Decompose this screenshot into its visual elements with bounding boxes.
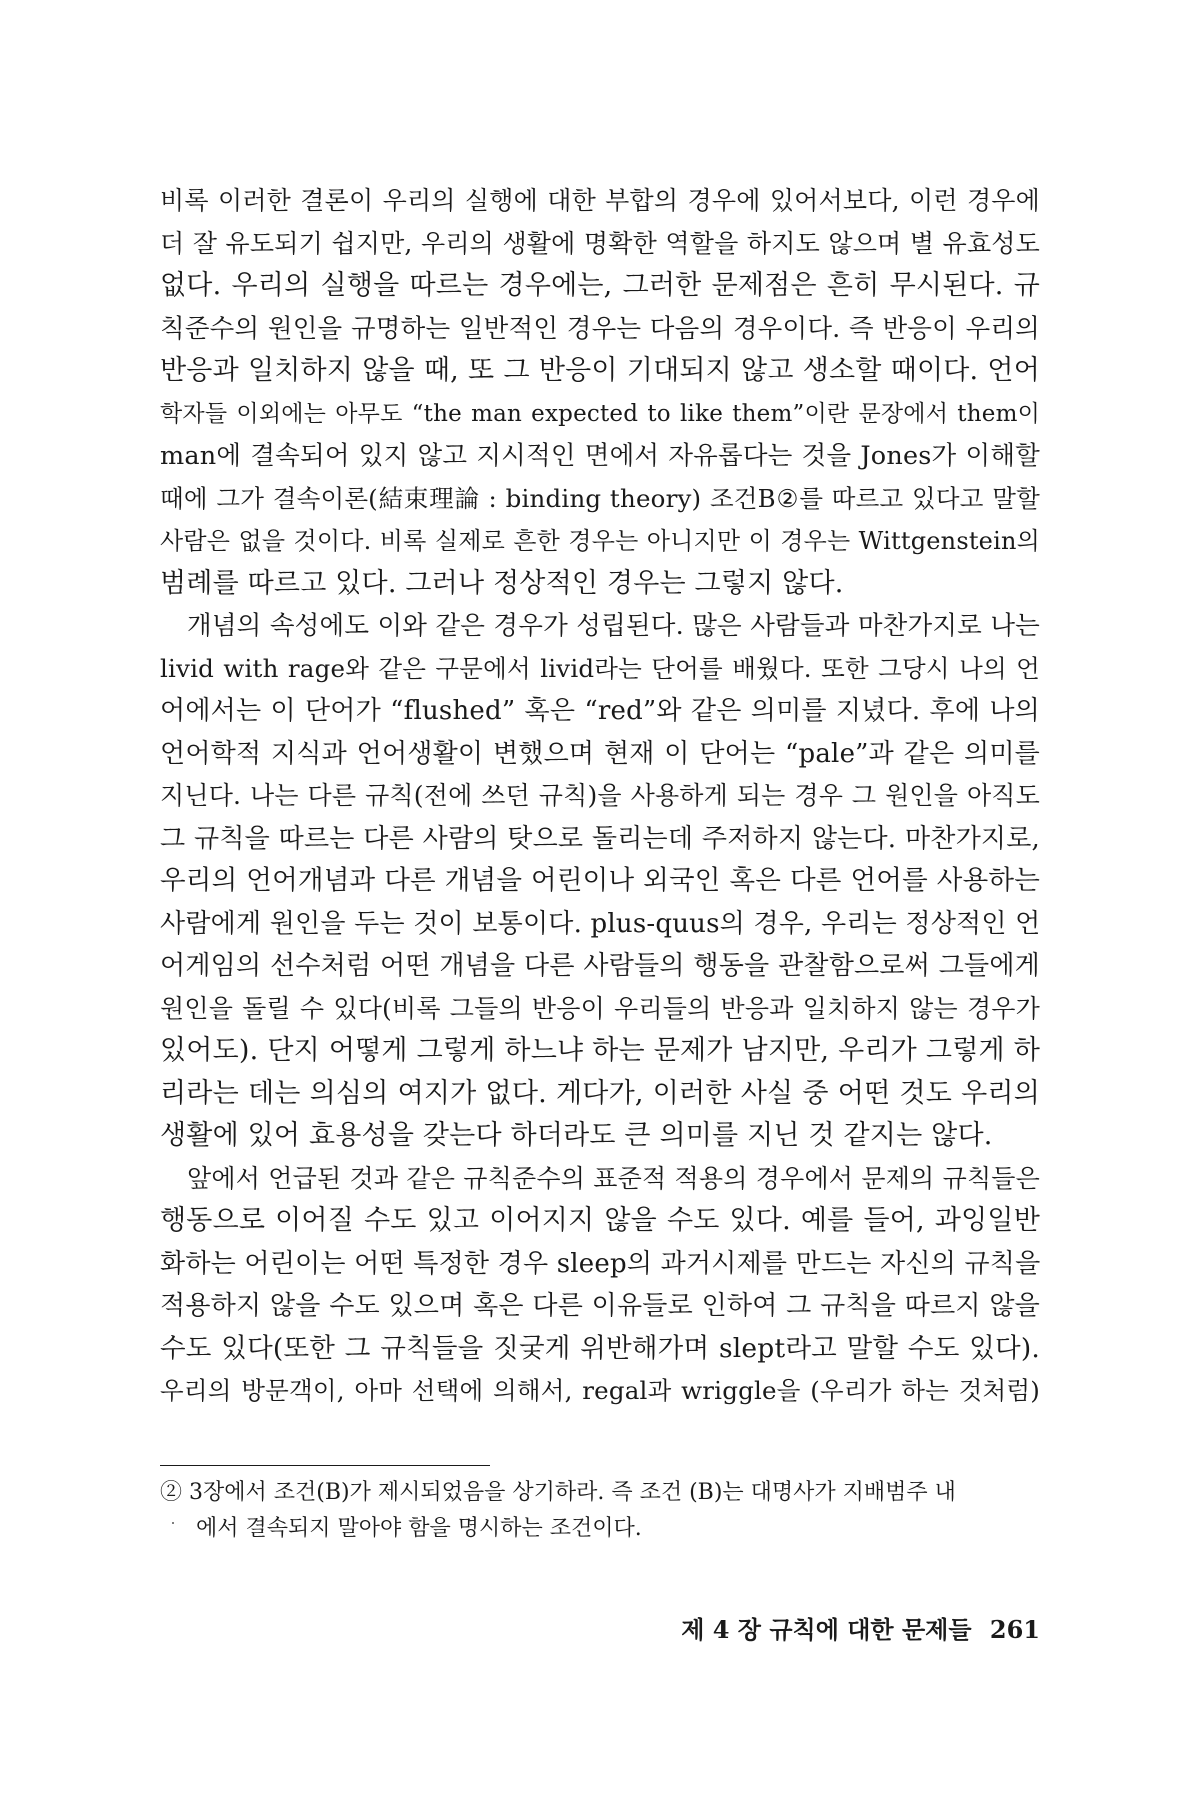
text-line: 칙준수의 원인을 규명하는 일반적인 경우는 다음의 경우이다. 즉 반응이 우리의 [160, 313, 1040, 344]
text-line: man에 결속되어 있지 않고 지시적인 면에서 자유롭다는 것을 Jones가 이해할 [160, 441, 1040, 471]
chapter-title: 제 4 장 규칙에 대한 문제들 [681, 1615, 972, 1644]
footnote-line: ② 3장에서 조건(B)가 제시되었음을 상기하라. 즉 조건 (B)는 대명사가 지배범주 내 [160, 1480, 956, 1505]
text-line: 적용하지 않을 수도 있으며 혹은 다른 이유들로 인하여 그 규칙을 따르지 않을 [160, 1291, 1040, 1321]
footnote-line: 에서 결속되지 말아야 함을 명시하는 조건이다. [196, 1516, 642, 1541]
text-line: 행동으로 이어질 수도 있고 이어지지 않을 수도 있다. 예를 들어, 과잉일반 [160, 1205, 1040, 1236]
paragraph-1 [160, 180, 1040, 605]
text-line: 때에 그가 결속이론(結束理論 : binding theory) 조건B②를 따르고 있다고 말할 [160, 483, 1040, 513]
footnote [160, 1475, 1040, 1547]
running-footer [681, 1610, 1040, 1645]
text-line: 우리의 언어개념과 다른 개념을 어린이나 외국인 혹은 다른 언어를 사용하는 [160, 865, 1040, 896]
text-line: 생활에 있어 효용성을 갖는다 하더라도 큰 의미를 지닌 것 같지는 않다. [160, 1120, 993, 1151]
text-line: 언어학적 지식과 언어생활이 변했으며 현재 이 단어는 “pale”과 같은 의미를 [160, 738, 1040, 769]
text-line: 더 잘 유도되기 쉽지만, 우리의 생활에 명확한 역할을 하지도 않으며 별 유효성도 [160, 228, 1040, 258]
text-line: 비록 이러한 결론이 우리의 실행에 대한 부합의 경우에 있어서보다, 이런 경우에 [160, 186, 1040, 215]
body-text [160, 180, 1040, 1413]
text-line: 어게임의 선수처럼 어떤 개념을 다른 사람들의 행동을 관찰함으로써 그들에게 [160, 951, 1040, 981]
text-line: 화하는 어린이는 어떤 특정한 경우 sleep의 과거시제를 만드는 자신의 규칙을 [160, 1248, 1041, 1279]
text-line: 원인을 돌릴 수 있다(비록 그들의 반응이 우리들의 반응과 일치하지 않는 경우가 [160, 993, 1040, 1023]
page-number: 261 [989, 1615, 1040, 1644]
text-line: 반응과 일치하지 않을 때, 또 그 반응이 기대되지 않고 생소할 때이다. 언어 [160, 355, 1040, 386]
text-line: 수도 있다(또한 그 규칙들을 짓궂게 위반해가며 slept라고 말할 수도 있다). [160, 1332, 1040, 1364]
print-speck [172, 1522, 174, 1524]
text-line: 학자들 이외에는 아무도 “the man expected to like them”이란 문장에서 them이 [160, 400, 1040, 427]
text-line: 지닌다. 나는 다른 규칙(전에 쓰던 규칙)을 사용하게 되는 경우 그 원인을 아직도 [160, 781, 1040, 810]
paragraph-3 [160, 1158, 1040, 1413]
text-line: 어에서는 이 단어가 “flushed” 혹은 “red”와 같은 의미를 지녔다. 후에 나의 [160, 696, 1040, 726]
text-line: 우리의 방문객이, 아마 선택에 의해서, regal과 wriggle을 (우리가 하는 것처럼) [160, 1376, 1040, 1405]
text-line: 있어도). 단지 어떻게 그렇게 하느냐 하는 문제가 남지만, 우리가 그렇게 하 [160, 1035, 1040, 1066]
paragraph-2 [160, 605, 1040, 1158]
text-line: 그 규칙을 따르는 다른 사람의 탓으로 돌리는데 주저하지 않는다. 마찬가지로, [160, 823, 1040, 854]
text-line: 리라는 데는 의심의 여지가 없다. 게다가, 이러한 사실 중 어떤 것도 우리의 [160, 1077, 1040, 1109]
text-line: 앞에서 언급된 것과 같은 규칙준수의 표준적 적용의 경우에서 문제의 규칙들은 [187, 1163, 1040, 1193]
text-line: 개념의 속성에도 이와 같은 경우가 성립된다. 많은 사람들과 마찬가지로 나는 [187, 611, 1040, 641]
text-line: 없다. 우리의 실행을 따르는 경우에는, 그러한 문제점은 흔히 무시된다. 규 [160, 270, 1040, 301]
footnote-divider [160, 1465, 490, 1466]
text-line: livid with rage와 같은 구문에서 livid라는 단어를 배웠다. 또한 그당시 나의 언 [160, 653, 1040, 683]
text-line: 사람에게 원인을 두는 것이 보통이다. plus-quus의 경우, 우리는 정상적인 언 [160, 908, 1041, 939]
text-line: 범례를 따르고 있다. 그러나 정상적인 경우는 그렇지 않다. [160, 567, 844, 599]
text-line: 사람은 없을 것이다. 비록 실제로 흔한 경우는 아니지만 이 경우는 Wittgenstein의 [160, 527, 1040, 555]
